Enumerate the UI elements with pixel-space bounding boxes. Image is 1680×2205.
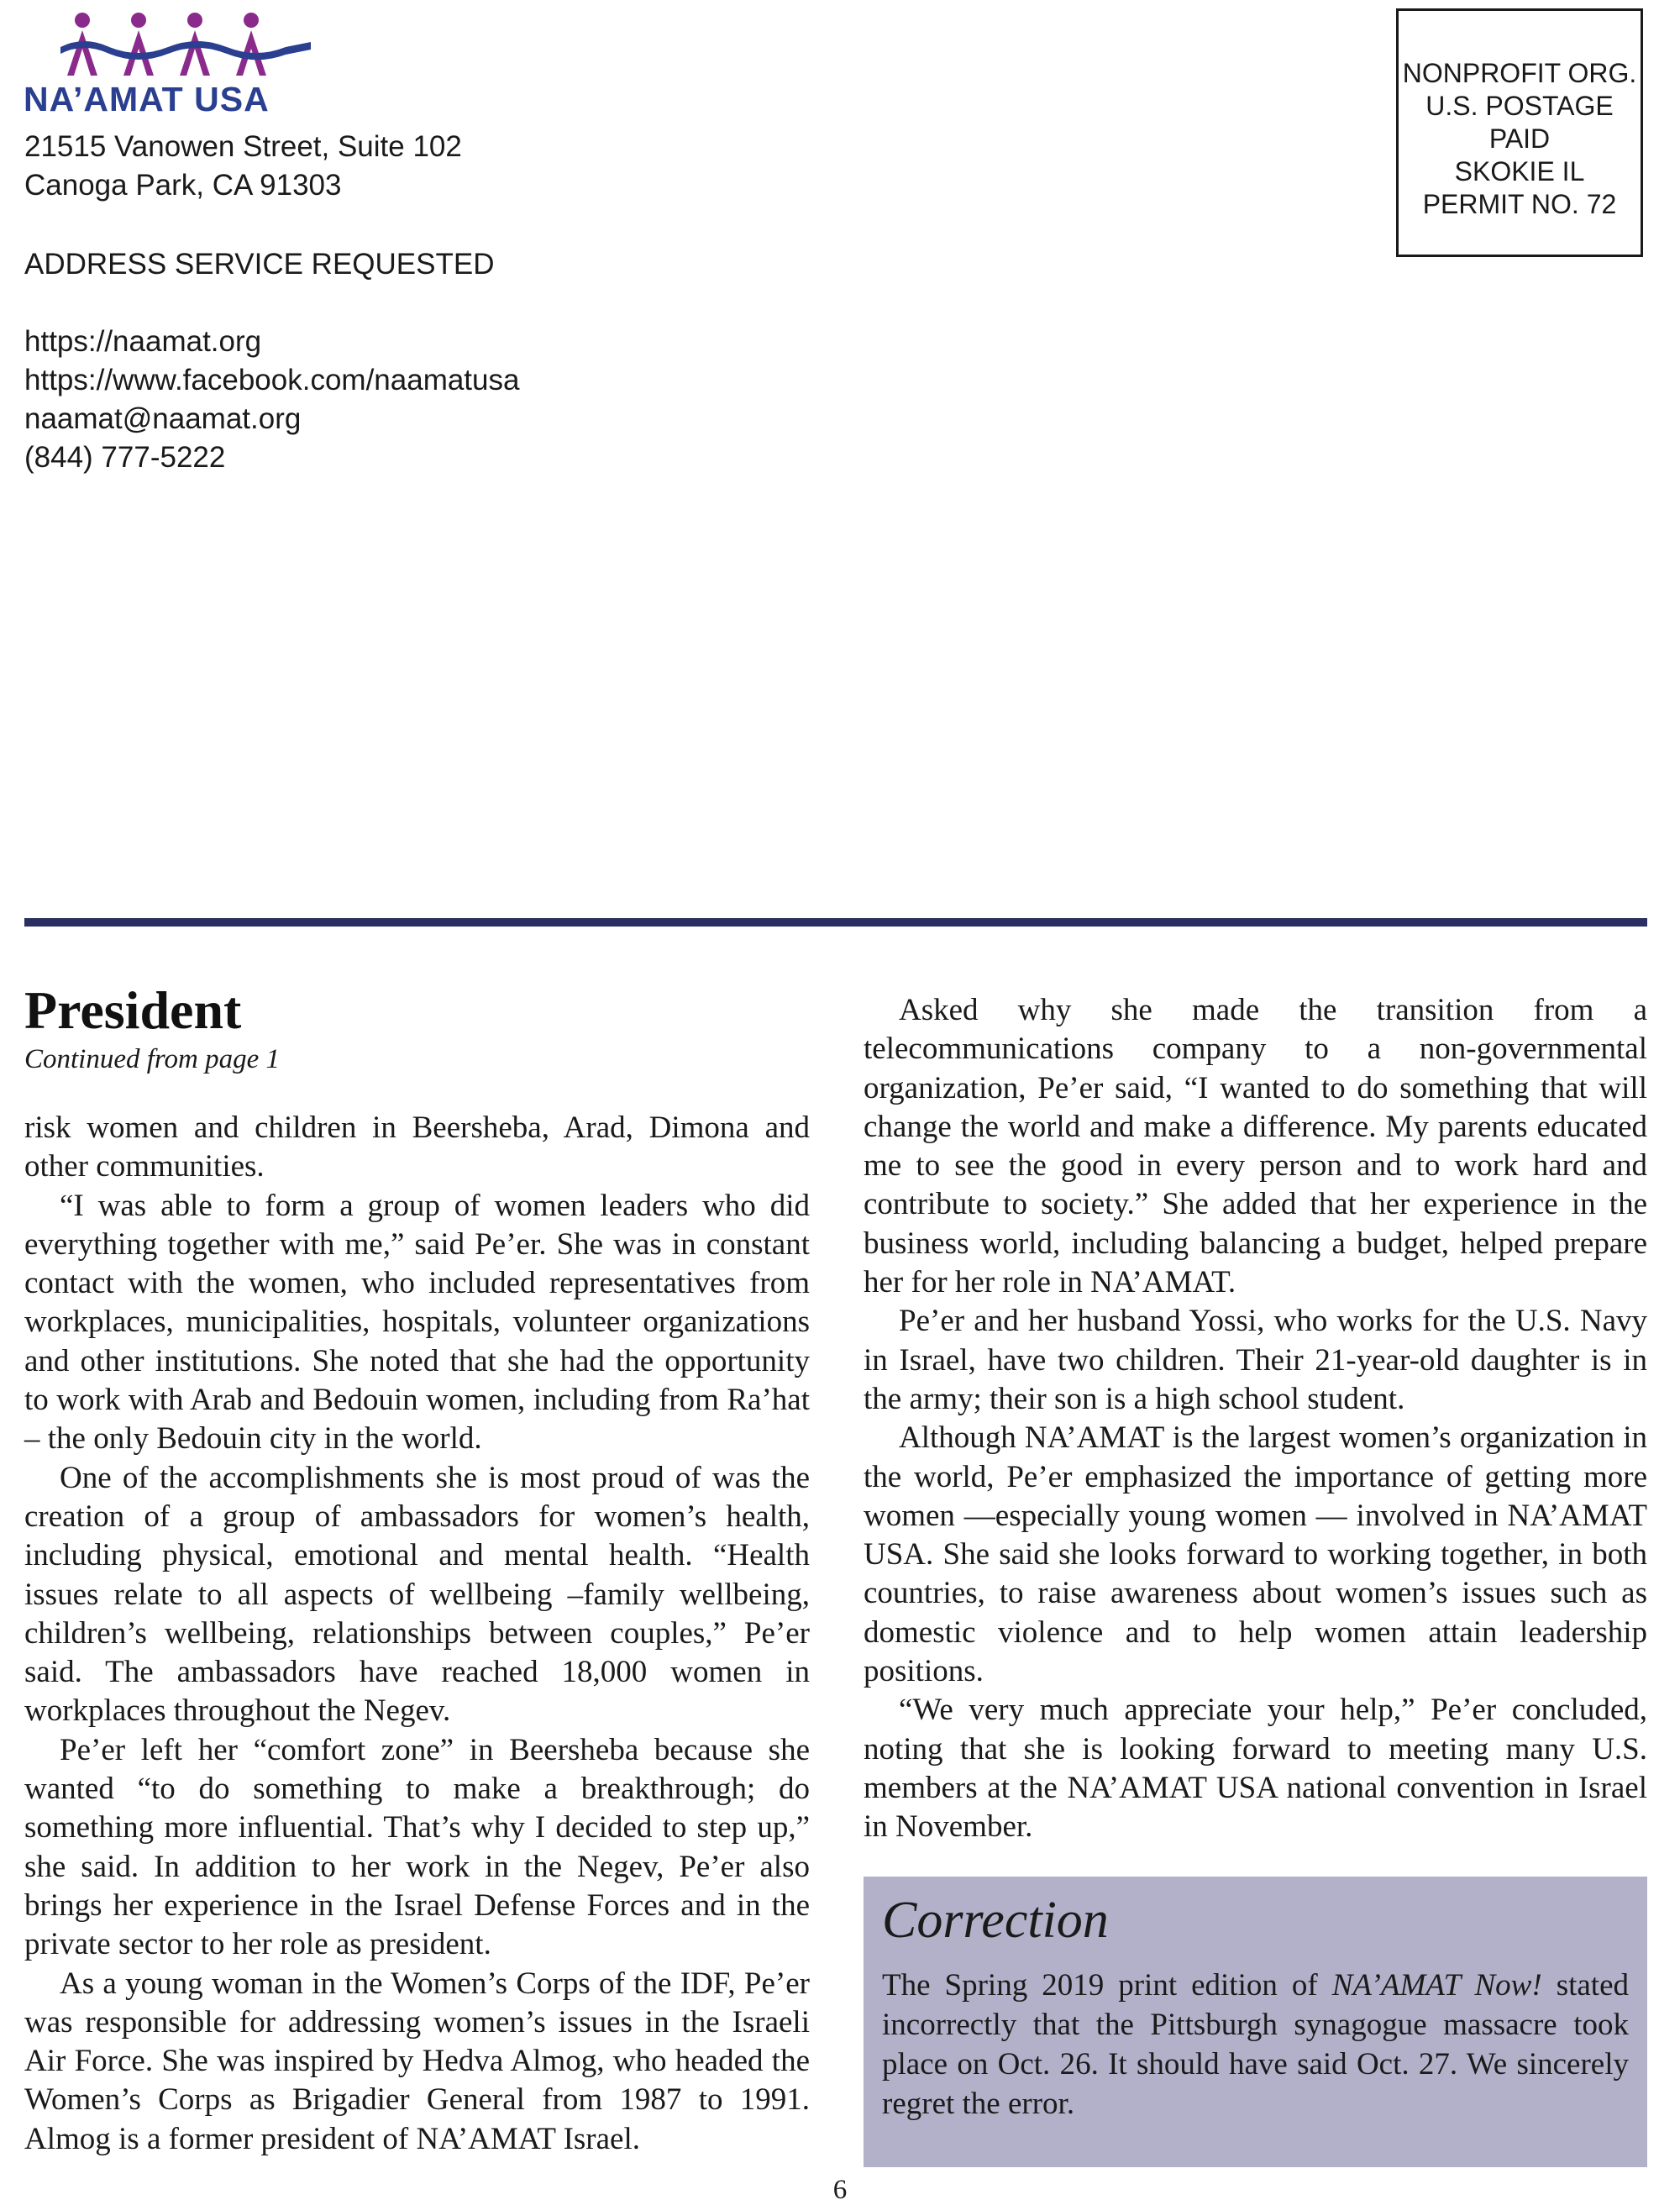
paragraph: “I was able to form a group of women leaders who did everything together with me,” said Pe’er. She was in constant contact with the women, who included representatives from workplaces, municipalities, hospitals, volunteer organizations and other institutions. She noted that she had the opportunity to work with Arab and Bedouin women, including from Ra’hat – the only Bedouin city in the world.: [24, 1188, 810, 1457]
return-address: [24, 128, 462, 205]
contact-info: [24, 323, 519, 477]
facebook-link[interactable]: https://www.facebook.com/naamatusa: [24, 364, 520, 396]
dancing-figures-logo-icon: [59, 10, 319, 79]
address-line: Canoga Park, CA 91303: [24, 169, 342, 202]
postage-line: U.S. POSTAGE: [1425, 91, 1614, 121]
org-logo: [24, 10, 301, 118]
email-link[interactable]: naamat@naamat.org: [24, 402, 302, 435]
paragraph: “We very much appreciate your help,” Pe’er concluded, noting that she is looking forward to meeting many U.S. members at the NA’AMAT USA national convention in Israel in November.: [864, 1693, 1647, 1845]
section-divider: [24, 918, 1647, 927]
paragraph: Pe’er left her “comfort zone” in Beersheba because she wanted “to do something to make a breakthrough; do something more influential. That’s why I decided to step up,” she said. In addition to her work in the Negev, Pe’er also brings her experience in the Israel Defense Forces and in the private sector to her role as president.: [24, 1732, 810, 1962]
org-name: NA’AMAT USA: [24, 80, 270, 118]
publication-title: NA’AMAT Now!: [1331, 1968, 1542, 2003]
paragraph: Pe’er and her husband Yossi, who works for the U.S. Navy in Israel, have two children. Their 21-year-old daughter is in the army; their son is a high school student.: [864, 1304, 1647, 1416]
paragraph: risk women and children in Beersheba, Arad, Dimona and other communities.: [24, 1110, 810, 1184]
website-link[interactable]: https://naamat.org: [24, 325, 262, 358]
phone-number: (844) 777-5222: [24, 441, 226, 474]
article-headline: President: [24, 980, 242, 1040]
article-column-right: [864, 991, 1647, 1847]
page-number: 6: [832, 2175, 848, 2205]
paragraph: Although NA’AMAT is the largest women’s organization in the world, Pe’er emphasized the importance of getting more women —especially young women — involved in NA’AMAT USA. She said she looks forward to working together, in both countries, to raise awareness about women’s issues such as domestic violence and to help women attain leadership positions.: [864, 1420, 1647, 1689]
correction-title: Correction: [882, 1892, 1109, 1949]
paragraph: One of the accomplishments she is most proud of was the creation of a group of ambassadors for women’s health, including physical, emotional and mental health. “Health issues relate to all aspects of wellbeing –family wellbeing, children’s wellbeing, relationships between couples,” Pe’er said. The ambassadors have reached 18,000 women in workplaces throughout the Negev.: [24, 1460, 810, 1729]
correction-box: [864, 1877, 1647, 2167]
postage-line: NONPROFIT ORG.: [1402, 58, 1637, 88]
correction-text: The Spring 2019 print edition of NA’AMAT Now! stated incorrectly that the Pittsburgh synagogue massacre took place on Oct. 26. It should have said Oct. 27. We sincerely regret the error.: [882, 1968, 1629, 2121]
article-column-left: [24, 1109, 810, 2159]
postage-line: PAID: [1488, 123, 1551, 154]
paragraph: As a young woman in the Women’s Corps of the IDF, Pe’er was responsible for addressing women’s issues in the Israeli Air Force. She was inspired by Hedva Almog, who headed the Women’s Corps as Brigadier General from 1987 to 1991. Almog is a former president of NA’AMAT Israel.: [24, 1966, 810, 2156]
paragraph: Asked why she made the transition from a telecommunications company to a non-governmental organization, Pe’er said, “I wanted to do something that will change the world and make a difference. My parents educated me to see the good in every person and to work hard and contribute to society.” She added that her experience in the business world, including balancing a budget, helped prepare her for her role in NA’AMAT.: [864, 993, 1647, 1300]
continued-note: Continued from page 1: [24, 1044, 281, 1074]
postage-indicia: [1396, 8, 1643, 257]
address-service-note: ADDRESS SERVICE REQUESTED: [24, 248, 495, 281]
postage-line: SKOKIE IL: [1454, 156, 1585, 186]
address-line: 21515 Vanowen Street, Suite 102: [24, 130, 462, 163]
postage-line: PERMIT NO. 72: [1422, 189, 1617, 219]
